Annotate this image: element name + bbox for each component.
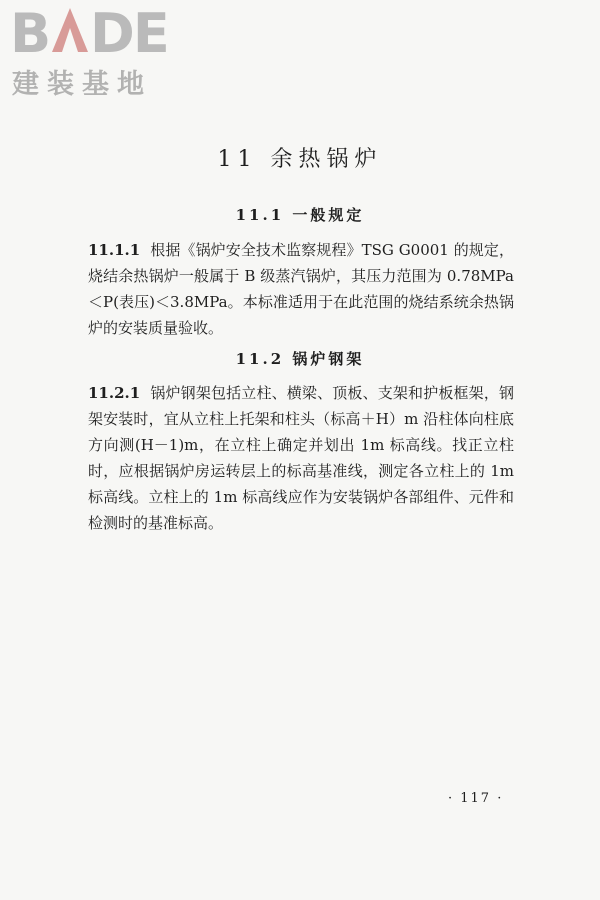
clause-11-1-1 (88, 237, 514, 341)
svg-text:B: B (10, 2, 50, 60)
clause-text: 锅炉钢架包括立柱、横梁、顶板、支架和护板框架，钢架安装时，宜从立柱上托架和柱头（标高＋H）m 沿柱体向柱底方向测(H－1)m，在立柱上确定并划出 1m 标高线。找正立柱时，应根据锅炉房运转层上的标高基准线，测定各立柱上的 1m 标高线。立柱上的 1m 标高线应作为安装锅炉各部组件、元件和检测时的基准标高。 (88, 384, 514, 532)
watermark-subtitle: 建装基地 (12, 69, 152, 100)
chapter-title: 11 余热锅炉 (217, 147, 383, 172)
section-title-11-2: 11.2 锅炉钢架 (235, 350, 365, 368)
clause-text: 根据《锅炉安全技术监察规程》TSG G0001 的规定，烧结余热锅炉一般属于 B 级蒸汽锅炉，其压力范围为 0.78MPa＜P(表压)＜3.8MPa。本标准适用于在此范围的烧结系统余热锅炉的安装质量验收。 (88, 241, 514, 337)
clause-number: 11.1.1 (88, 241, 141, 259)
page-number: · 117 · (448, 791, 504, 806)
clause-number: 11.2.1 (88, 384, 141, 402)
svg-text:DE: DE (90, 2, 168, 60)
watermark (10, 2, 174, 101)
bade-logo (10, 2, 174, 60)
clause-11-2-1 (88, 380, 514, 536)
section-title-11-1: 11.1 一般规定 (235, 206, 365, 224)
